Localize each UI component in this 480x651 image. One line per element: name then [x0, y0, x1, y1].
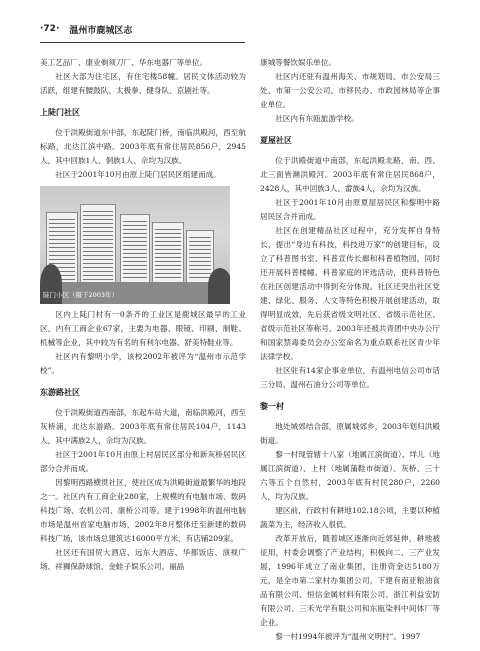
paragraph: 社区内还驻有温州海关、市规划局、市公安局三处、市第一公安公司、市移民办、市政园林局等企事业单位。 — [260, 72, 440, 109]
paragraph: 康城等餐饮娱乐单位。 — [260, 58, 336, 67]
paragraph: 社区驻有14家企事业单位，有温州电信公司市话三分局、温州石油分公司等单位。 — [260, 366, 440, 389]
building — [80, 204, 116, 284]
paragraph: 黎一村1994年被评为“温州文明村”。1997 — [275, 632, 421, 641]
left-column — [40, 56, 246, 574]
paragraph: 位于洪殿街道西南部，东起车站大道，南临洪殿河，西至灰桥浦，北达东游路。2003年底有常住居民104户，1143人，其中满族2人，佘均为汉族。 — [40, 408, 246, 445]
community-photo — [40, 186, 230, 304]
running-header — [40, 16, 245, 43]
section-heading: 黎一村 — [260, 402, 284, 411]
paragraph: 因黎明西路横贯社区，使社区成为洪殿街道最繁华的地段之一。社区内有工商企业280家，上规模的有电脑市场、数码科技广场、农机公司、康桥公司等。建于1998年的温州电脑市场是温州首家电脑市场，2002年8月整体迁至新建的数码科技广场，该市场总建筑达16000平方米，有店铺209家。 — [40, 478, 246, 543]
building — [152, 222, 184, 284]
paragraph: 社区于2001年10月由原上陡门居民区组建而成。 — [55, 170, 221, 179]
paragraph: 美工艺品厂、康业剃须刀厂、华东电器厂等单位。 — [40, 58, 208, 67]
paragraph: 区内上陡门村有一0条齐的工业区是鹿城区最早的工业区，内有工商企业67家，主要为电器、眼镜、印刷、制鞋、机械等企业，其中较为有名的有利尔电器、舒美特鞋业等。 — [40, 310, 246, 347]
paragraph: 位于洪殿街道中南部，东起洪殿北路，南、西、北三面皆濒洪殿河。2003年底有常住居民868户，2428人，其中回族3人、畲族4人，佘均为汉族。 — [260, 156, 440, 193]
paragraph: 社区在创建精品社区过程中，充分发挥自身特长，提出“身边有科技，科技进万家”的创建目标，设立了科普图书室、科普宣传长廊和科普植物园，同时还开展科普楼幢、科普家庭的评选活动，使科普特色在社区创建活动中得到充分体现。社区还突出社区党建、绿化、服务、人文等特色积极开展创建活动，取得明显成效，先后获省级文明社区、省级示范社区、省级示范社区等称号。2003年还被共青团中央办公厅和国家禁毒委员会办公室命名为重点联系社区青少年法律学校。 — [260, 226, 440, 361]
section-heading: 夏屋社区 — [260, 136, 292, 145]
section-heading: 上陡门社区 — [40, 108, 80, 117]
section-heading: 东游路社区 — [40, 388, 80, 397]
paragraph: 黎一村现管辖十八家（地属江滨街道）、垟儿（地属江滨街道）、上村（地属蒲鞋市街道）、灰桥、三十六等五个自然村，2003年底有村民280户，2260人，均为汉族。 — [260, 450, 440, 501]
paragraph: 社区于2001年10月由原夏屋居民区和黎明中路居民区合并而成。 — [260, 198, 440, 221]
paragraph: 社区大部为住宅区，有住宅楼58幢。居民文体活动较为活跃，组建有腰鼓队、太极拳、健身队、京剧社等。 — [40, 72, 246, 95]
paragraph: 社区内有黎明小学，该校2002年被评为“温州市示范学校”。 — [40, 352, 246, 375]
paragraph: 地处城郊结合部，原属城郊乡，2003年划归洪殿街道。 — [260, 422, 440, 445]
book-title: 温州市鹿城区志 — [69, 25, 133, 36]
paragraph: 社区还有国贸大酒店、远东大酒店、华都饭店、演视广场、祥狮保龄球馆、金蛙子娱乐公司、丽晶 — [40, 548, 246, 571]
paragraph: 社区于2001年10月由原上村居民区部分和新灰桥居民区部分合并而成。 — [40, 450, 246, 473]
paragraph: 改革开放后，随着城区逐渐向近郊延伸，耕地被征用，村委会调整了产业结构，积极向二、三产业发展，1996年成立了南业集团，注册资金达5180万元，是全市第二家村办集团公司，下建有南亚粮油食品有限公司、恒信金属材料有限公司、浙江利益安防有限公司、三禾光学有限公司和东瓯染料中间体厂等企业。 — [260, 534, 440, 627]
paragraph: 社区内有东瓯旅游学校。 — [275, 114, 359, 123]
page-number: ·72· — [40, 24, 60, 34]
tree — [208, 268, 230, 304]
building — [120, 214, 150, 284]
paragraph: 位于洪殿街道东中部，东起陡门桥，南临洪殿河，西至航标路，北达江滨中路。2003年底有常住居民856户，2945人，其中回族1人、侗族1人、佘均为汉族。 — [40, 128, 246, 165]
right-column — [260, 56, 440, 644]
paragraph: 建区前，行政村有耕地102.18公顷，主要以种植蔬菜为主，经济收入很低。 — [260, 506, 440, 529]
photo-caption: 陡门小区（摄于2003年） — [43, 291, 119, 299]
